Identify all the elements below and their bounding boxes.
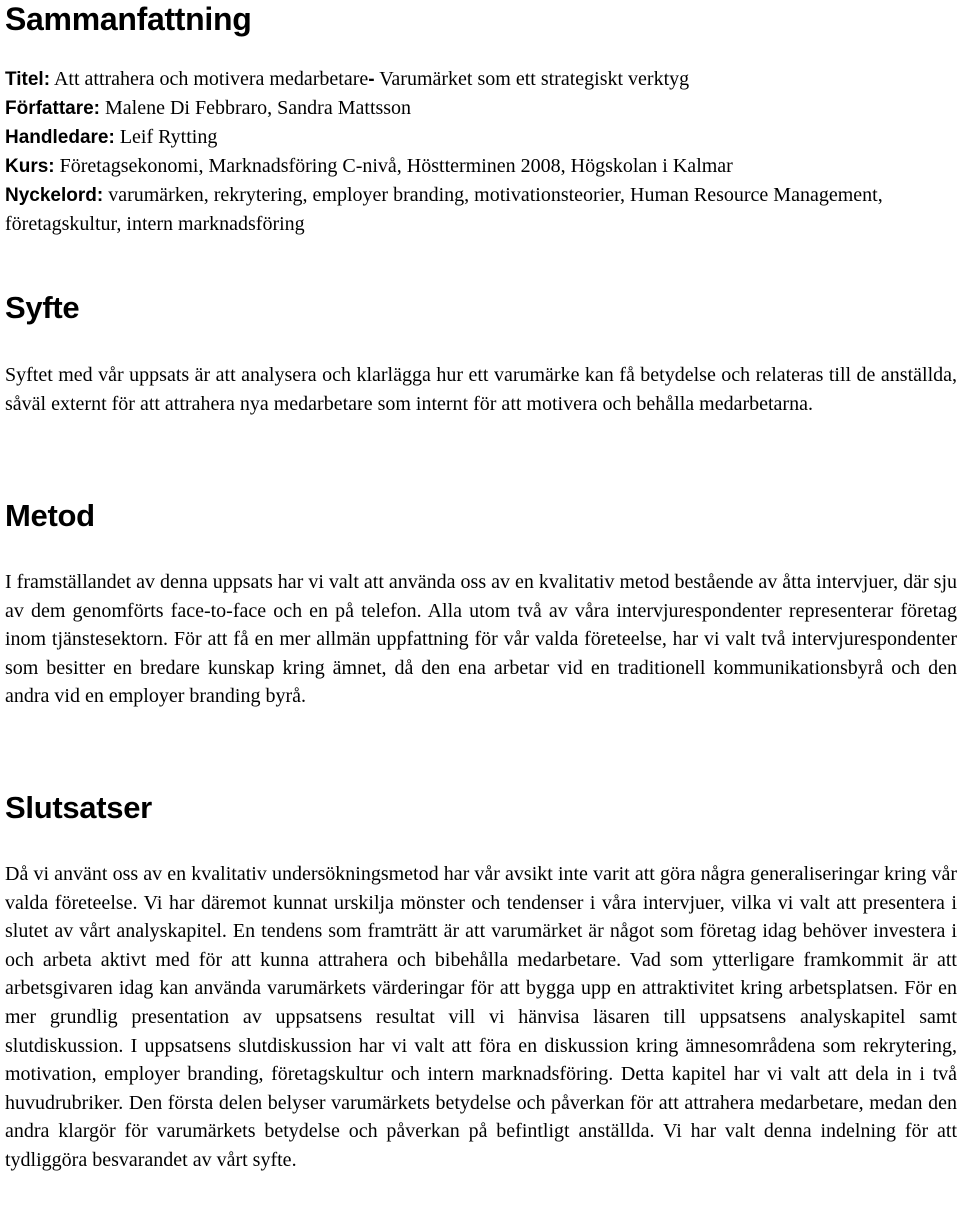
section-text-metod: I framställandet av denna uppsats har vi valt att använda oss av en kvalitativ metod bestående av åtta intervjuer, där sju av dem genomförts face-to-face och en på telefon. Alla utom två av våra intervjurespondenter representerar företag inom tjänstesektorn. För att få en mer allmän uppfattning för vår valda företeelse, har vi valt två intervjurespondenter som besitter en bredare kunskap kring ämnet, då den ena arbetar vid en traditionell kommunikationsbyrå och den andra vid en employer branding byrå. (5, 571, 957, 708)
meta-title-rest: Varumärket som ett strategiskt verktyg (374, 68, 690, 90)
metadata-block (5, 65, 957, 239)
meta-course-label: Kurs: (5, 156, 55, 177)
meta-authors-line (5, 94, 957, 123)
section-heading-syfte: Syfte (5, 290, 80, 325)
meta-authors-value: Malene Di Febbraro, Sandra Mattsson (100, 97, 412, 119)
page-title: Sammanfattning (5, 1, 252, 37)
meta-keywords-value: varumärken, rekrytering, employer branding, motivationsteorier, Human Resource Management, företagskultur, intern marknadsföring (5, 184, 883, 235)
section-text-syfte: Syftet med vår uppsats är att analysera och klarlägga hur ett varumärke kan få betydelse och relateras till de anställda, såväl externt för att attrahera nya medarbetare som internt för att motivera och behålla medarbetarna. (5, 364, 957, 415)
meta-title-dash: - (368, 69, 375, 90)
section-text-slutsatser: Då vi använt oss av en kvalitativ undersökningsmetod har vår avsikt inte varit att göra några generaliseringar kring vår valda företeelse. Vi har däremot kunnat urskilja mönster och tendenser i våra intervjuer, vilka vi valt att presentera i slutet av vårt analyskapitel. En tendens som framträtt är att varumärket är något som företag idag behöver investera i och arbeta aktivt med för att kunna attrahera och bibehålla medarbetare. Vad som ytterligare framkommit är att arbetsgivaren idag kan använda varumärkets värderingar för att bygga upp en attraktivitet kring arbetsplatsen. För en mer grundlig presentation av uppsatsens resultat vill vi hänvisa läsaren till uppsatsens analyskapitel samt slutdiskussion. I uppsatsens slutdiskussion har vi valt att föra en diskussion kring ämnesområdena som rekrytering, motivation, employer branding, företagskultur och intern marknadsföring. Detta kapitel har vi valt att dela in i två huvudrubriker. Den första delen belyser varumärkets betydelse och påverkan för att attrahera medarbetare, medan den andra klargör för varumärkets betydelse och påverkan på befintligt anställda. Vi har valt denna indelning för att tydliggöra besvarandet av vårt syfte. (5, 863, 957, 1171)
meta-course-value: Företagsekonomi, Marknadsföring C-nivå, Höstterminen 2008, Högskolan i Kalmar (54, 155, 733, 177)
meta-keywords-label: Nyckelord: (5, 185, 104, 206)
meta-title-line (5, 65, 957, 94)
meta-course-line (5, 152, 957, 181)
meta-supervisor-line (5, 123, 957, 152)
section-heading-slutsatser: Slutsatser (5, 790, 152, 825)
meta-supervisor-value: Leif Rytting (114, 126, 218, 148)
meta-authors-label: Författare: (5, 98, 101, 119)
meta-title-value: Att attrahera och motivera medarbetare (53, 68, 369, 90)
meta-keywords-line (5, 181, 957, 239)
section-heading-metod: Metod (5, 498, 95, 533)
meta-supervisor-label: Handledare: (5, 127, 115, 148)
meta-title-label: Titel: (5, 69, 51, 90)
